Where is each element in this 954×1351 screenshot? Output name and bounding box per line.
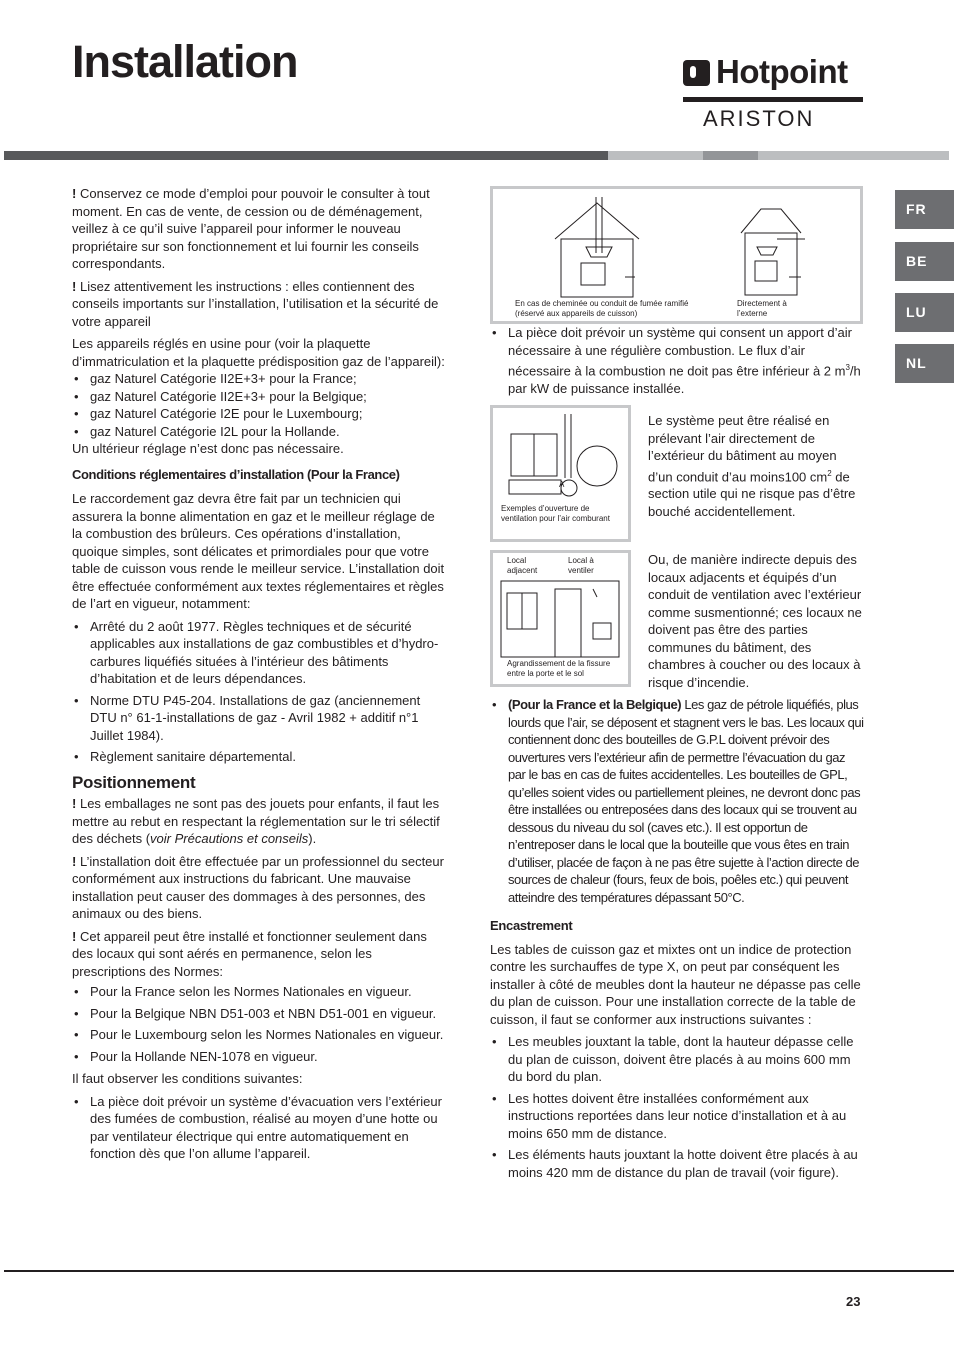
list-item: • La pièce doit prévoir un système d’évacuation vers l’extérieur des fumées de combustion, réalisé au moyen d’une hotte ou par ventilateur électrique qui entre automatiquement en fonction dès que l’on allume l’appareil. [72,1093,445,1163]
header-band-light-2 [758,151,949,160]
gas-list [72,370,445,440]
list-item: • Les éléments hauts jouxtant la hotte doivent être placés à au moins 420 mm de distance du plan de travail (voir figure). [490,1146,864,1181]
lang-tab-fr[interactable]: FR [895,190,954,229]
text: L’installation doit être effectuée par un professionnel du secteur conformément aux instructions du fabricant. Une mauvaise installation peut causer des dommages à des personnes, des animaux ou des biens. [72,853,444,921]
lang-tab-nl[interactable]: NL [895,344,954,383]
text: Les gaz de pétrole liquéfiés, plus lourds que l’air, se déposent et stagnent vers le bas. Les locaux qui contiennent donc des bouteilles de G.P.L doivent prévoir des ouvertures vers l’extérieur afin de permettre l’évacuation du gaz par le bas en cas de fuites accidentelles. Les bouteilles de GPL, qu’elles soient vides ou partiellement pleines, ne devront donc pas être installées ou entreposées dans des locaux qui se trouvent au dessous du niveau du sol (caves etc.). Il est opportun de n’entreposer dans le local que la bouteille que vous êtes en train d’utiliser, placée de façon à ne pas être sujette à l’action directe de sources de chaleur (fours, feux de bois, poêles etc.) qui peuvent atteindre des températures dépassant 50°C. [508,697,864,905]
text: de section utile qui ne risque pas d’être bouché accidentellement. [648,468,856,519]
warning-icon: ! [72,796,77,811]
warning-icon: ! [72,278,77,294]
left-column [72,185,445,1168]
text: Le système peut être réalisé en prélevant l’air directement de l’extérieur du bâtiment au moyen d’un conduit d’au moins100 cm [648,413,837,484]
warning-icon: ! [72,928,77,944]
paragraph-no-adjustment: Un ultérieur réglage n’est donc pas nécessaire. [72,441,344,456]
text: Cet appareil peut être installé et fonctionner seulement dans des locaux qui sont aérés en permanence, selon les prescriptions des Normes: [72,928,427,979]
brand-divider [683,97,863,102]
list-item [490,696,864,906]
text-bold: (Pour la France et la Belgique) [508,697,682,712]
list-item: • Les hottes doivent être installées conformément aux instructions reportées dans leur notice d’installation et à au moins 650 mm de distance. [490,1090,864,1143]
list-item: • Pour le Luxembourg selon les Normes Nationales en vigueur. [72,1026,445,1044]
brand-mark-icon [683,60,710,86]
gpl-list [490,696,864,906]
paragraph-professional [72,853,445,923]
conditions-list-2 [490,324,864,397]
header-band-mid [703,151,758,160]
header-band-light [608,151,703,160]
rules-list [72,618,445,766]
encastrement-list [490,1033,864,1181]
figure-caption: Exemples d’ouverture de ventilation pour l’air comburant [501,504,610,523]
heading-encastrement: Encastrement [490,918,573,933]
superscript: 3 [845,363,850,372]
text: Conservez ce mode d’emploi pour pouvoir le consulter à tout moment. En cas de vente, de cession ou de déménagement, veillez à ce qu’il suive l’appareil pour informer le nouveau propriétaire sur son fonctionnement et lui fournir les conseils correspondants. [72,186,430,271]
right-column-bottom [490,696,864,1186]
right-column-top [490,324,864,402]
footer-rule [4,1270,954,1272]
paragraph-keep-manual [72,185,445,273]
list-item: • Norme DTU P45-204. Installations de gaz (anciennement DTU n° 61-1-installations de gaz - Avril 1982 + additif n°1 Juillet 1984). [72,692,445,745]
text: Lisez attentivement les instructions : elles contiennent des conseils importants sur l’installation, l’utilisation et la sécurité de votre appareil [72,278,439,329]
paragraph-direct-air [648,412,864,520]
list-item: • Pour la Hollande NEN-1078 en vigueur. [72,1048,445,1066]
list-item: • Les meubles jouxtant la table, dont la hauteur dépasse celle du plan de cuisson, doivent être placés à au moins 600 mm du bord du plan. [490,1033,864,1086]
label-room-to-ventilate: Local à ventiler [568,556,594,575]
figure-caption-left: En cas de cheminée ou conduit de fumée ramifié (réservé aux appareils de cuisson) [515,299,689,318]
paragraph-ventilated [72,928,445,981]
conditions-list [72,1093,445,1163]
text: Les emballages ne sont pas des jouets pour enfants, il faut les mettre au rebut en respectant la réglementation sur le tri sélectif des déchets ( [72,796,440,846]
heading-conditions: Conditions réglementaires d’installation (Pour la France) [72,466,400,482]
list-item: • gaz Naturel Catégorie II2E+3+ pour la France; [72,370,445,388]
ventilation-label-a: A [559,480,565,489]
paragraph-encastrement: Les tables de cuisson gaz et mixtes ont un indice de protection contre les surchauffes de type X, on peut par conséquent les installer à côté de meubles dont la hauteur ne dépasse pas celle du plan de cuisson. Pour une installation correcte de la table de cuisson, il faut se conformer aux instructions suivantes : [490,941,861,1027]
figure-ventilation [490,405,631,542]
paragraph-conditions: Il faut observer les conditions suivantes: [72,1071,303,1086]
link-precautions: voir Précautions et conseils [150,831,309,846]
list-item: • Règlement sanitaire départemental. [72,748,445,766]
list-item: • gaz Naturel Catégorie II2E+3+ pour la Belgique; [72,388,445,406]
list-item: • gaz Naturel Catégorie I2E pour le Luxembourg; [72,405,445,423]
list-item: • gaz Naturel Catégorie I2L pour la Hollande. [72,423,445,441]
header-band-dark [4,151,608,160]
list-item: • Pour la France selon les Normes Nationales en vigueur. [72,983,445,1001]
paragraph-factory-settings: Les appareils réglés en usine pour (voir la plaquette d’immatriculation et la plaquette prédisposition gaz de l’appareil): [72,336,445,369]
paragraph-indirect-air: Ou, de manière indirecte depuis des locaux adjacents et équipés d’un conduit de ventilation avec l’extérieur comme susmentionné; ces locaux ne doivent pas être des parties communes du bâtiment, des chambres à coucher ou des locaux à risque d’incendie. [648,552,862,690]
figure-caption-right: Directement à l’externe [737,299,787,318]
text: ). [308,831,317,846]
paragraph-gas-connection: Le raccordement gaz devra être fait par un technicien qui assurera la bonne alimentation en gaz et le meilleur réglage de la combustion des brûleurs. Ces opérations d’installation, quoique simples, sont délicates et primordiales pour que votre table de cuisson vous rende le meilleur service. L’installation doit être effectuée conformément aux textes réglementaires et règles de l’art en vigueur, notamment: [72,491,445,611]
list-item: • Pour la Belgique NBN D51-003 et NBN D51-001 en vigueur. [72,1005,445,1023]
warning-icon: ! [72,186,77,201]
figure-adjacent-room [490,550,631,687]
heading-positionnement: Positionnement [72,772,196,792]
text: La pièce doit prévoir un système qui consent un apport d’air nécessaire à une régulière combustion. Le flux d’air nécessaire à la combustion ne doit pas être inférieur à 2 m [508,325,852,379]
page-title: Installation [72,36,298,87]
lang-tab-lu[interactable]: LU [895,293,954,332]
text: /h par kW de puissance installée. [508,363,861,396]
figure-exhaust [490,186,863,324]
lang-tab-be[interactable]: BE [895,242,954,281]
page-number: 23 [846,1294,861,1309]
brand-sub: ARISTON [703,106,815,131]
figure-caption: Agrandissement de la fissure entre la porte et le sol [507,659,611,678]
list-item: • Arrêté du 2 août 1977. Règles techniques et de sécurité applicables aux installations de gaz combustibles et d’hydro-carbures liquéfiés situées à l’intérieur des bâtiments d’habitation et de leurs dépendances. [72,618,445,688]
label-adjacent-room: Local adjacent [507,556,538,575]
paragraph-read-instructions [72,278,445,331]
superscript: 2 [827,468,832,478]
warning-icon: ! [72,853,77,869]
list-item [490,324,864,397]
paragraph-packaging [72,795,445,848]
norms-list [72,983,445,1065]
brand-logo [683,53,863,131]
brand-name: Hotpoint [716,53,848,90]
